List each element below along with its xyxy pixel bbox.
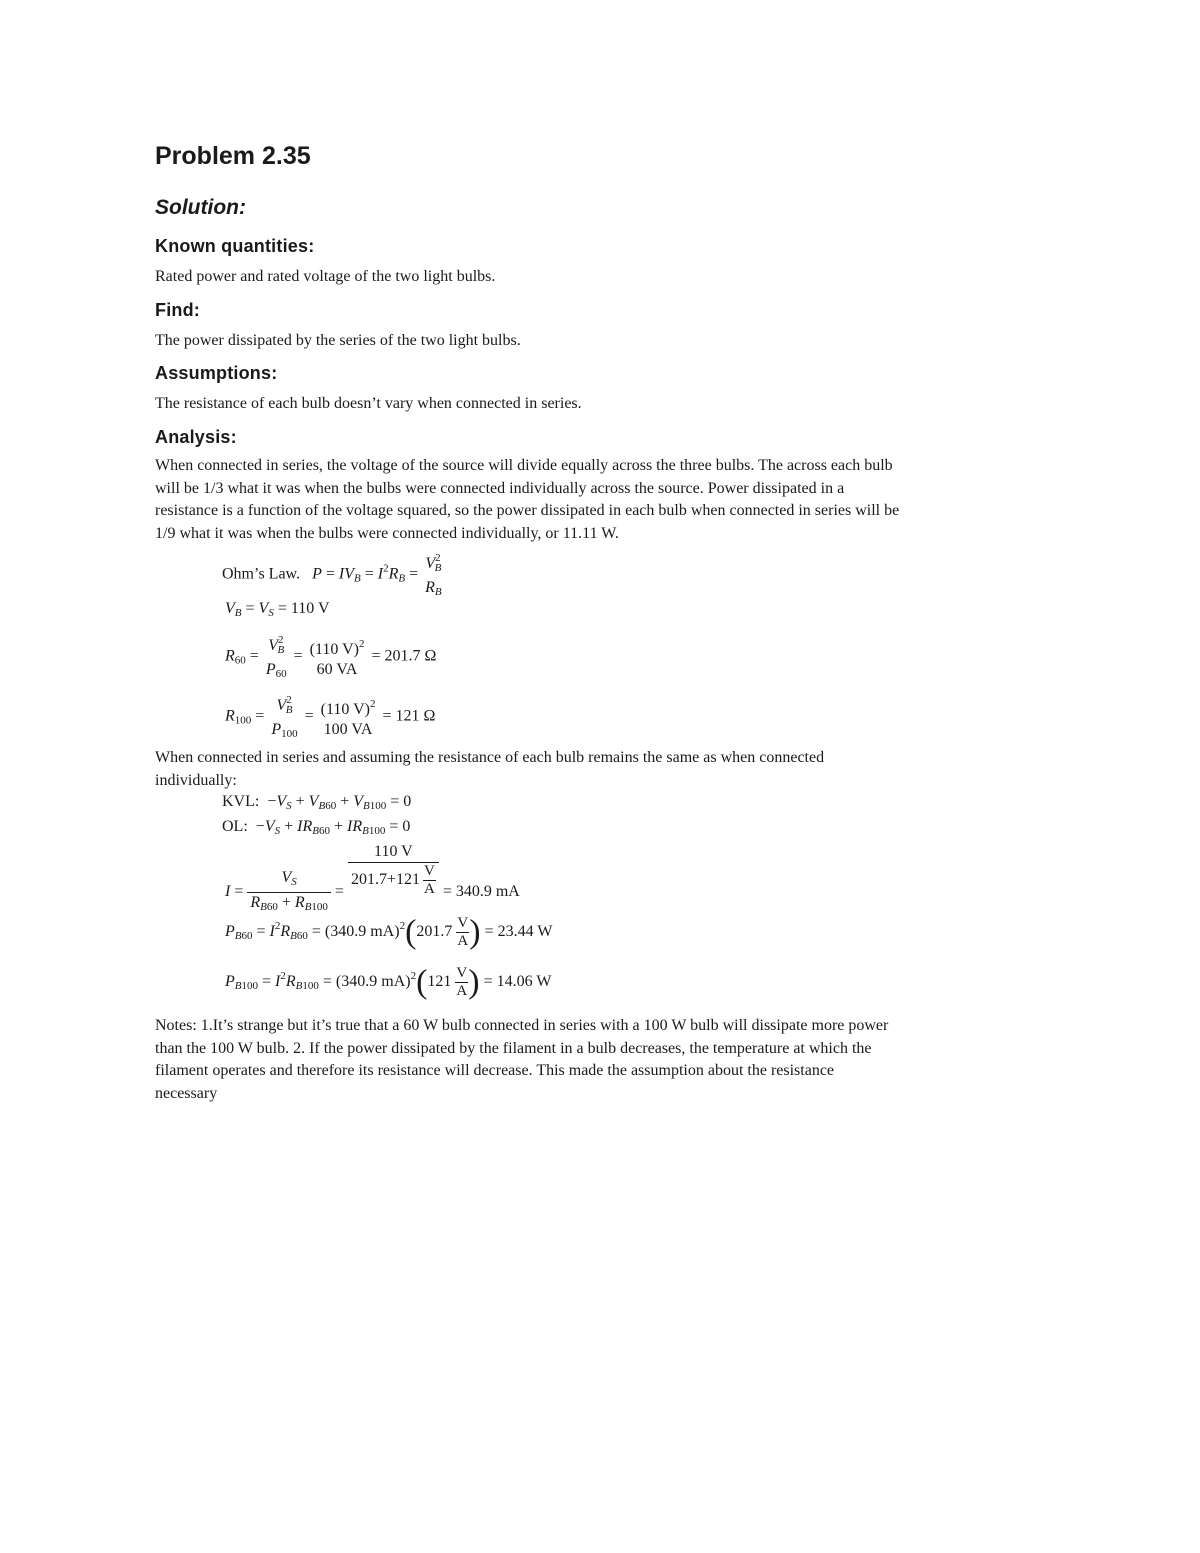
vb-value: = 110 V: [277, 600, 330, 617]
series-line: individually:: [155, 771, 237, 789]
p60-equation: $P_{B60} = I^2R_{B60} = (340.9$ mA)$^2$(201.7 $\frac{V}{A}$ ) = 23.44 W: [225, 913, 553, 951]
find-heading: Find:: [155, 300, 200, 320]
assumptions-text: The resistance of each bulb doesn’t vary when connected in series.: [155, 395, 582, 412]
problem-title: Problem 2.35: [155, 142, 311, 170]
r100-denominator: 100 VA: [323, 721, 373, 738]
r60-result: = 201.7 Ω: [371, 647, 437, 665]
p60-result: = 23.44 W: [484, 923, 553, 941]
analysis-line: resistance is a function of the voltage squared, so the power dissipated in each bulb when connected in series will be: [155, 502, 900, 519]
series-line: When connected in series and assuming the resistance of each bulb remains the same as when connected: [155, 749, 825, 766]
kvl-label: KVL:: [222, 793, 260, 810]
current-result: = 340.9 mA: [442, 883, 520, 901]
current-numerator: 110 V: [348, 842, 439, 863]
r60-numerator: (110 V): [309, 641, 359, 658]
p100-result: = 14.06 W: [483, 973, 552, 991]
r60-equation: $R_{60}$ = $V^2_B$ $P_{60}$ = (110 V)$^2$ 60 VA = 201.7 Ω: [225, 634, 437, 680]
current-equation: I = $\frac{V_S}{R_{B60} + R_{B100}}$ = 110 V 201.7+121 $\frac{V}{A}$ = 340.9 mA: [225, 843, 520, 913]
r60-denominator: 60 VA: [316, 661, 358, 678]
ohms-law-label: Ohm’s Law.: [222, 565, 301, 583]
assumptions-heading: Assumptions:: [155, 363, 278, 383]
analysis-heading: Analysis:: [155, 427, 237, 447]
unit-amps: A: [423, 881, 435, 897]
p100-resistance: 121: [427, 973, 452, 991]
notes-line: than the 100 W bulb. 2. If the power dissipated by the filament in a bulb decreases, the temperature at which the: [155, 1039, 872, 1057]
p100-current: (340.9 mA): [335, 973, 411, 991]
known-quantities-text: Rated power and rated voltage of the two light bulbs.: [155, 268, 496, 285]
r100-equation: $R_{100}$ = $V^2_B$ $P_{100}$ = (110 V)$^2$ 100 VA = 121 Ω: [225, 694, 436, 740]
ol-label: OL:: [222, 818, 248, 835]
notes-paragraph: [155, 1015, 1050, 1105]
unit-amps: A: [457, 933, 469, 949]
known-quantities-heading: Known quantities:: [155, 236, 315, 256]
vb-equation: $V_B = V_S = 110$ V: [225, 600, 330, 619]
p100-equation: $P_{B100} = I^2R_{B100} = (340.9$ mA)$^2$(121 $\frac{V}{A}$ ) = 14.06 W: [225, 963, 552, 1001]
notes-line: Notes: 1.It’s strange but it’s true that a 60 W bulb connected in series with a 100 W bulb will dissipate more power: [155, 1017, 889, 1034]
analysis-paragraph: [155, 455, 1050, 545]
unit-volts: V: [456, 965, 468, 981]
find-text: The power dissipated by the series of the two light bulbs.: [155, 332, 521, 349]
kvl-equation: KVL: $-V_S + V_{B60} + V_{B100} = 0$: [222, 793, 412, 812]
unit-volts: V: [457, 915, 469, 931]
ohms-law-equation: Ohm’s Law. $P = IV_B = I^2R_B$ = $V^2_B$ $R_B$: [222, 552, 442, 598]
ol-equation: OL: $-V_S + IR_{B60} + IR_{B100} = 0$: [222, 818, 411, 837]
analysis-line: 1/9 what it was when the bulbs were connected individually, or 11.11 W.: [155, 524, 619, 542]
unit-amps: A: [456, 983, 468, 999]
solution-heading: Solution:: [155, 196, 246, 219]
p60-current: (340.9 mA): [324, 923, 400, 941]
r100-numerator: (110 V): [320, 701, 370, 718]
analysis-line: When connected in series, the voltage of the source will divide equally across the three bulbs. The across each bulb: [155, 457, 893, 474]
current-denominator: 201.7+121: [350, 871, 420, 889]
notes-line: necessary: [155, 1084, 218, 1102]
series-paragraph: [155, 747, 1050, 792]
p60-resistance: 201.7: [416, 923, 453, 941]
r100-result: = 121 Ω: [382, 707, 436, 725]
analysis-line: will be 1/3 what it was when the bulbs were connected individually across the source. Power dissipated in a: [155, 479, 845, 497]
unit-volts: V: [423, 863, 435, 879]
notes-line: filament operates and therefore its resistance will decrease. This made the assumption about the resistance: [155, 1062, 835, 1079]
